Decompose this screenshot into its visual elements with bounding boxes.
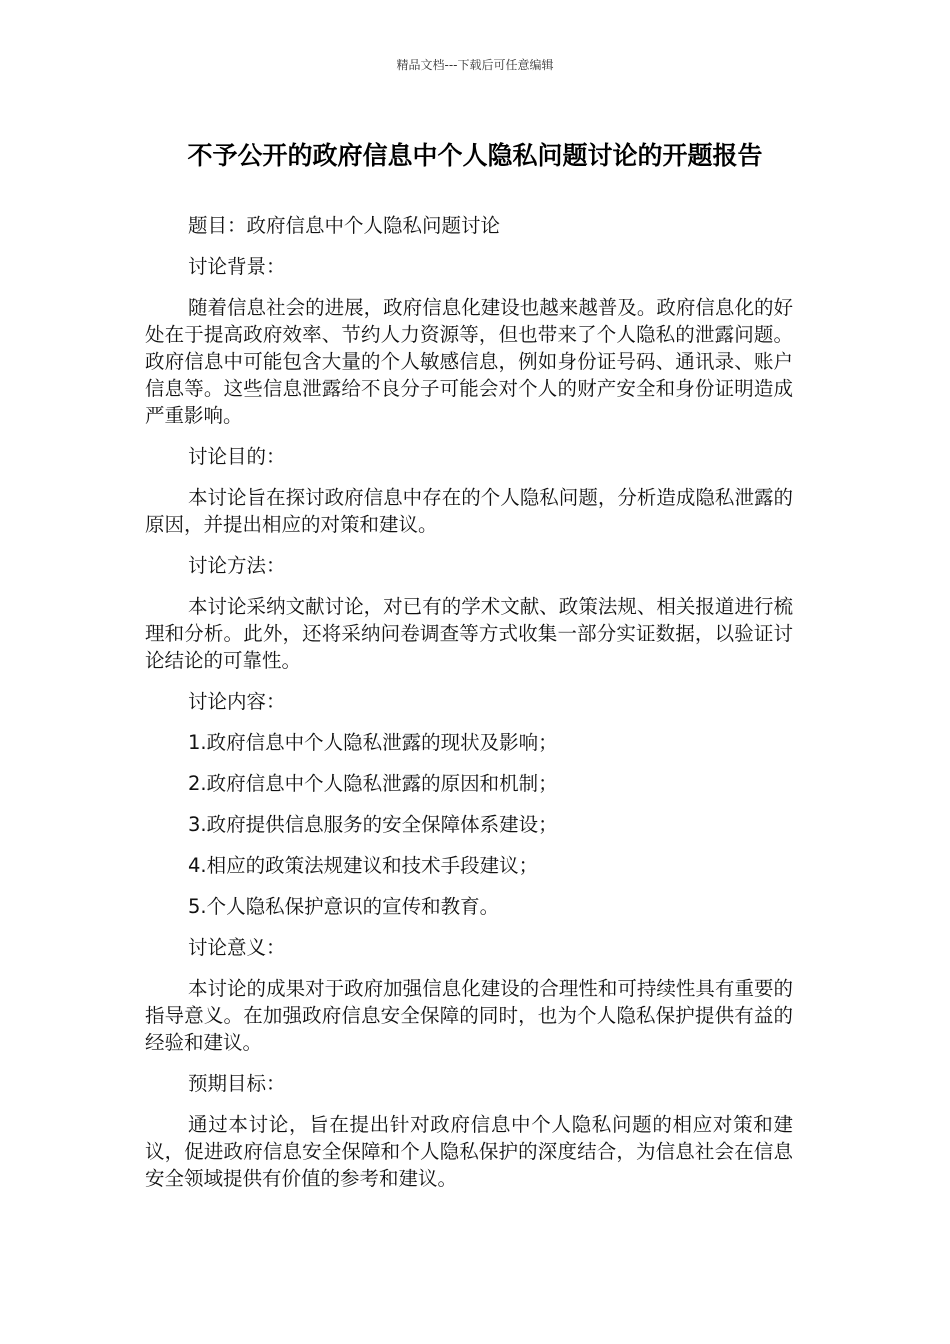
- purpose-label: 讨论目的：: [188, 445, 286, 468]
- content-item-3: 3.政府提供信息服务的安全保障体系建设；: [188, 813, 558, 836]
- background-label: 讨论背景：: [188, 255, 286, 278]
- document-title: 不予公开的政府信息中个人隐私问题讨论的开题报告: [187, 141, 763, 170]
- background-paragraph: 随着信息社会的进展，政府信息化建设也越来越普及。政府信息化的好处在于提高政府效率、节约人力资源等，但也带来了个人隐私的泄露问题。政府信息中可能包含大量的个人敏感信息，例如身份证号码、通讯录、账户信息等。这些信息泄露给不良分子可能会对个人的财产安全和身份证明造成严重影响。: [145, 296, 793, 427]
- header-note: 精品文档---下载后可任意编辑: [396, 58, 554, 72]
- content-item-2: 2.政府信息中个人隐私泄露的原因和机制；: [188, 772, 558, 795]
- content-item-1: 1.政府信息中个人隐私泄露的现状及影响；: [188, 731, 558, 754]
- goal-paragraph: 通过本讨论，旨在提出针对政府信息中个人隐私问题的相应对策和建议，促进政府信息安全保障和个人隐私保护的深度结合，为信息社会在信息安全领域提供有价值的参考和建议。: [145, 1113, 793, 1190]
- content-label: 讨论内容：: [188, 690, 286, 713]
- goal-label: 预期目标：: [188, 1072, 286, 1095]
- topic-line: 题目：政府信息中个人隐私问题讨论: [188, 214, 501, 237]
- content-item-5: 5.个人隐私保护意识的宣传和教育。: [188, 895, 500, 918]
- document-body: [145, 212, 793, 1206]
- method-label: 讨论方法：: [188, 554, 286, 577]
- purpose-paragraph: 本讨论旨在探讨政府信息中存在的个人隐私问题，分析造成隐私泄露的原因，并提出相应的对策和建议。: [145, 486, 793, 536]
- content-item-4: 4.相应的政策法规建议和技术手段建议；: [188, 854, 539, 877]
- method-paragraph: 本讨论采纳文献讨论，对已有的学术文献、政策法规、相关报道进行梳理和分析。此外，还将采纳问卷调查等方式收集一部分实证数据，以验证讨论结论的可靠性。: [145, 595, 793, 672]
- significance-label: 讨论意义：: [188, 936, 286, 959]
- significance-paragraph: 本讨论的成果对于政府加强信息化建设的合理性和可持续性具有重要的指导意义。在加强政府信息安全保障的同时，也为个人隐私保护提供有益的经验和建议。: [145, 977, 793, 1054]
